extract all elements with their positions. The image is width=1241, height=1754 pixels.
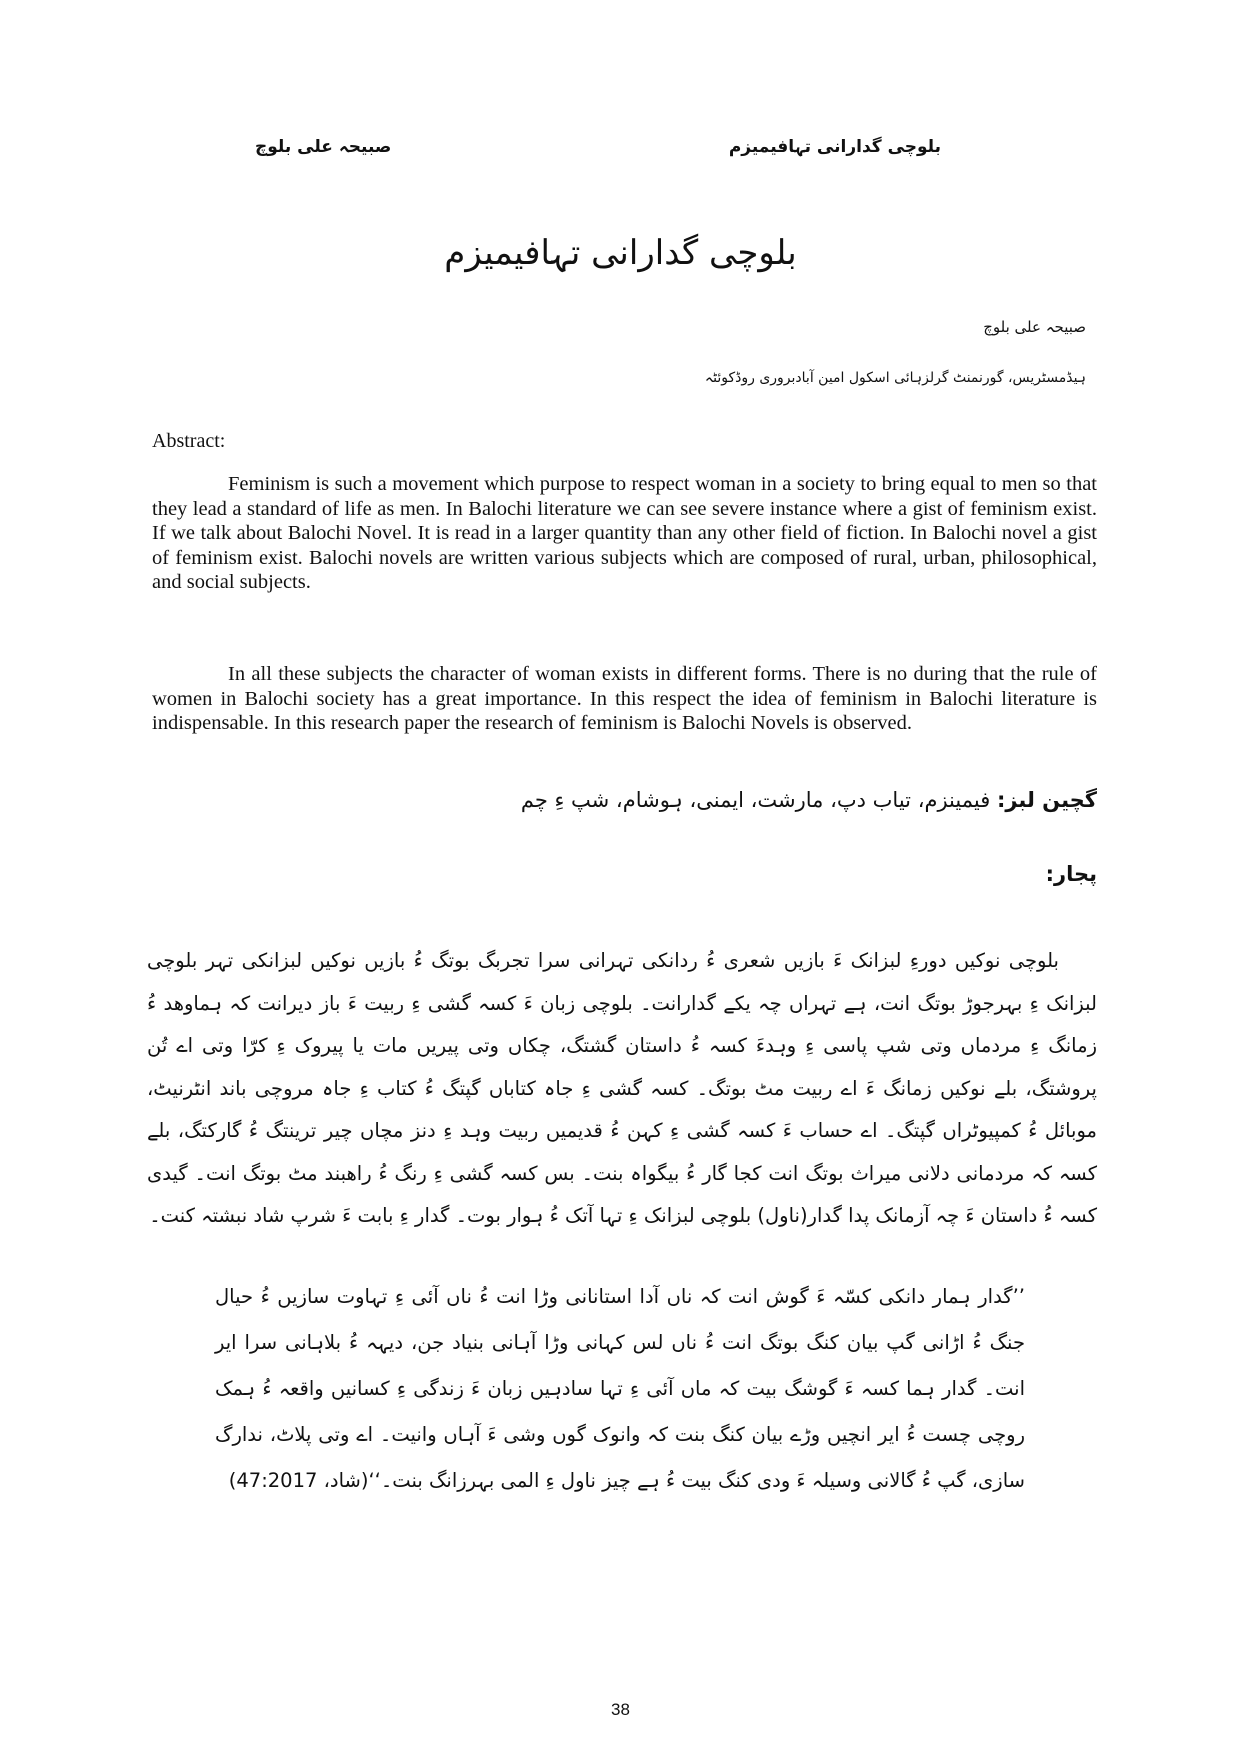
- keywords-label: گچین لبز:: [996, 788, 1097, 812]
- page-number: 38: [611, 1700, 630, 1719]
- abstract-paragraph-text: In all these subjects the character of woman exists in different forms. There is no during that the rule of women in Balochi society has a great importance. In this respect the idea of feminism in Balochi literature is indispensable. In this research paper the research of feminism is Balochi Novels is observed.: [152, 663, 1097, 734]
- keywords-text: فیمینزم، تیاب دپ، مارشت، ایمنی، ہوشام، شپ ءِ چم: [520, 788, 991, 812]
- abstract-paragraph: [152, 662, 1097, 736]
- body-paragraph: [147, 940, 1097, 1238]
- keywords-line: [521, 788, 1097, 812]
- block-quote: ’’گدار ہمار دانکی کسّہ ءَ گوش انت کہ ناں آدا استانانی وڑا انت ءُ ناں آئی ءِ تہاوت سازیں ءُ حیال جنگ ءُ اڑانی گپ بیان کنگ بوتگ انت ءُ ناں لس کہانی وڑا آہانی بنیاد جن، دیہہ ءُ بلاہانی سرا ایر انت۔ گدار ہما کسہ ءَ گوشگ بیت کہ ماں آئی ءِ تہا سادہیں زبان ءَ زندگی ءِ کسانیں واقعہ ءُ ہمک روچی چست ءُ ایر انچیں وڑے بیان کنگ بنت کہ وانوک گوں وشی ءَ آہاں وانیت۔ اے وتی پلاٹ، ندارگ سازی، گپ ءُ گالانی وسیلہ ءَ ودی کنگ بیت ءُ ہے چیز ناول ءِ المی بہرزانگ بنت۔‘‘(شاد، 47:2017): [215, 1285, 1025, 1492]
- author-name: صبیحہ علی بلوچ: [983, 318, 1086, 336]
- running-header-title: بلوچی گدارانی تہافیمیزم: [728, 137, 941, 157]
- author-affiliation: ہیڈمسٹریس، گورنمنٹ گرلزہائی اسکول امین آبادبروری روڈکوئٹہ: [704, 370, 1086, 386]
- abstract-heading: Abstract:: [152, 430, 226, 452]
- section-heading-introduction: پجار:: [1045, 862, 1097, 886]
- running-header-author: صبیحہ علی بلوچ: [255, 137, 392, 157]
- abstract-paragraph-text: Feminism is such a movement which purpose to respect woman in a society to bring equal to men so that they lead a standard of life as men. In Balochi literature we can see severe instance where a gist of feminism exist. If we talk about Balochi Novel. It is read in a larger quantity than any other field of fiction. In Balochi novel a gist of feminism exist. Balochi novels are written various subjects which are composed of rural, urban, philosophical, and social subjects.: [152, 473, 1097, 593]
- abstract-paragraph: [152, 472, 1097, 595]
- page-title: بلوچی گدارانی تہافیمیزم: [444, 233, 797, 273]
- body-paragraph-text: بلوچی نوکیں دورءِ لبزانک ءَ بازیں شعری ءُ ردانکی تہرانی سرا تجربگ بوتگ ءُ بازیں نوکیں لبزانکی تہر بلوچی لبزانک ءِ بہرجوڑ بوتگ انت، ہے تہراں چہ یکے گدارانت۔ بلوچی زبان ءَ کسہ گشی ءِ ربیت ءَ باز دیرانت کہ ہماوھد ءُ زمانگ ءِ مردماں وتی شپ پاسی ءِ وہدءَ کسہ ءُ داستان گشتگ، چکاں وتی پیریں مات یا پیروک ءِ کرّا وتی اے تُن پروشتگ، بلے نوکیں زمانگ ءَ اے ربیت مٹ بوتگ۔ کسہ گشی ءِ جاہ کتاباں گپتگ ءُ کتاب ءِ جاہ مروچی باند انٹرنیٹ، موبائل ءُ کمپیوٹراں گپتگ۔ اے حساب ءَ کسہ گشی ءِ کہن ءُ قدیمیں ربیت وہد ءِ دنز مچاں چیر ترینتگ ءُ گارکتگ، بلے کسہ کہ مردمانی دلانی میراث بوتگ انت کجا گار ءُ بیگواہ بنت۔ بس کسہ گشی ءِ رنگ ءُ راھبند مٹ بوتگ انت۔ گیدی کسہ ءُ داستان ءَ چہ آزمانک پدا گدار(ناول) بلوچی لبزانک ءِ تہا آتک ءُ ہوار بوت۔ گدار ءِ بابت ءَ شرپ شاد نبشتہ کنت۔: [147, 949, 1097, 1227]
